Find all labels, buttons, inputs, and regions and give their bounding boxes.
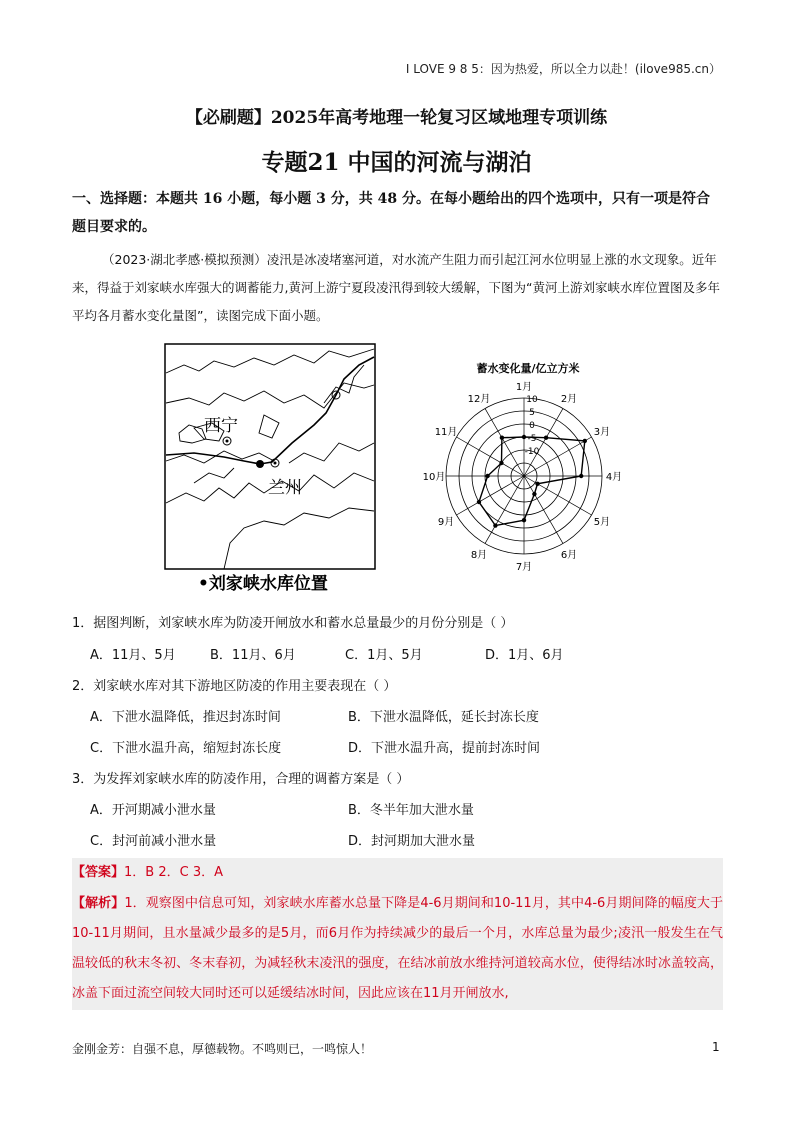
q2-option-a[interactable]: A．下泄水温降低，推迟封冻时间: [90, 710, 281, 725]
chart-month-label: 7月: [515, 562, 533, 573]
answer-label: 【答案】: [72, 865, 125, 880]
chart-point-1: [522, 435, 526, 439]
header-divider: [0, 60, 793, 61]
chart-point-12: [500, 436, 504, 440]
storage-change-radar-chart: [410, 355, 640, 580]
chart-tick-label: 10: [526, 395, 538, 405]
analysis-label: 【解析】: [72, 896, 125, 911]
chart-month-label: 9月: [437, 517, 455, 528]
chart-spoke: [524, 476, 563, 544]
question-2-stem: 2．刘家峡水库对其下游地区防凌的作用主要表现在（ ）: [72, 679, 397, 694]
chart-tick-label: -5: [527, 434, 537, 444]
question-1-stem: 1．据图判断，刘家峡水库为防凌开闸放水和蓄水总量最少的月份分别是（ ）: [72, 616, 514, 631]
chart-point-3: [583, 439, 587, 443]
q3-option-d[interactable]: D．封河期加大泄水量: [348, 834, 476, 849]
answer-text: 1．B 2．C 3．A: [124, 865, 223, 880]
q2-option-c[interactable]: C．下泄水温升高，缩短封冻长度: [90, 741, 282, 756]
q2-option-d[interactable]: D．下泄水温升高，提前封冻时间: [348, 741, 541, 756]
chart-point-2: [544, 436, 548, 440]
chart-point-10: [485, 474, 489, 478]
section-line-2: 题目要求的。: [72, 219, 156, 235]
header-site-text: I LOVE 9 8 5：因为热爱，所以全力以赴！(ilove985.cn）: [405, 62, 721, 76]
q2-option-b[interactable]: B．下泄水温降低，延长封冻长度: [348, 710, 539, 725]
chart-point-9: [477, 500, 481, 504]
section-line-1: 一、选择题：本题共 16 小题，每小题 3 分，共 48 分。在每小题给出的四个选项中，只有一项是符合: [72, 191, 710, 207]
reservoir-location-map: [164, 343, 376, 593]
q1-option-a[interactable]: A．11月、5月: [90, 648, 176, 663]
chart-month-label: 10月: [422, 472, 446, 483]
analysis-text: 1．观察图中信息可知，刘家峡水库蓄水总量下降是4-6月期间和10-11月，其中4-6月期间降的幅度大于10-11月期间，且水量减少最多的是5月，而6月作为持续减少的最后一个月，水库总量为最少;凌汛一般发生在气温较低的秋末冬初、冬末春初，为减轻秋末凌汛的强度，在结冰前放水维持河道较高水位，使得结冰时冰盖较高，冰盖下面过流空间较大同时还可以延缓结冰时间，因此应该在11月开闸放水,: [72, 896, 723, 1001]
chart-month-label: 3月: [593, 427, 611, 438]
chart-tick-label: 5: [529, 408, 535, 418]
chart-month-label: 1月: [515, 382, 533, 393]
city-label-lanzhou: 兰州: [268, 478, 302, 498]
chart-title: 蓄水变化量/亿立方米: [476, 362, 580, 375]
chart-point-8: [493, 523, 497, 527]
chart-spoke: [456, 437, 524, 476]
q1-option-c[interactable]: C．1月、5月: [345, 648, 423, 663]
lanzhou-marker-dot: [274, 462, 277, 465]
chart-spoke: [456, 476, 524, 515]
chart-month-label: 6月: [560, 549, 578, 561]
city-label-xining: 西宁: [204, 416, 238, 436]
page-number: 1: [712, 1040, 720, 1054]
reservoir-marker: [256, 460, 264, 468]
intro-paragraph: （2023·湖北孝感·模拟预测）凌汛是冰凌堵塞河道，对水流产生阻力而引起江河水位明显上涨的水文现象。近年来，得益于刘家峡水库强大的调蓄能力,黄河上游宁夏段凌汛得到较大缓解，下图为“黄河上游刘家峡水库位置图及多年平均各月蓄水变化量图”，读图完成下面小题。: [72, 252, 720, 323]
q3-option-c[interactable]: C．封河前减小泄水量: [90, 834, 217, 849]
chart-month-label: 12月: [467, 394, 491, 406]
chart-month-label: 2月: [560, 394, 578, 406]
chart-point-4: [579, 474, 583, 478]
q1-option-b[interactable]: B．11月、6月: [210, 648, 296, 663]
q3-option-a[interactable]: A．开河期减小泄水量: [90, 803, 216, 818]
chart-point-7: [522, 518, 526, 522]
chart-tick-label: -10: [524, 447, 540, 457]
section-heading: [72, 185, 722, 241]
chart-spoke: [485, 476, 524, 544]
chart-month-label: 11月: [434, 427, 458, 438]
page-title: 专题21 中国的河流与湖泊: [261, 149, 532, 176]
question-3-stem: 3．为发挥刘家峡水库的防凌作用，合理的调蓄方案是（ ）: [72, 772, 410, 787]
answer-line: [72, 861, 223, 880]
q3-option-b[interactable]: B．冬半年加大泄水量: [348, 803, 474, 818]
footer-motto: 金刚金芳：自强不息，厚德载物。不鸣则已，一鸣惊人！: [72, 1042, 373, 1056]
analysis-block: [72, 889, 723, 1009]
chart-tick-label: 0: [529, 421, 535, 431]
map-frame: [165, 344, 375, 569]
map-legend-label: •刘家峡水库位置: [198, 574, 328, 593]
chart-point-11: [499, 461, 503, 465]
chart-month-label: 8月: [470, 549, 488, 561]
xining-marker-dot: [226, 440, 229, 443]
doc-subtitle: 【必刷题】2025年高考地理一轮复习区域地理专项训练: [185, 108, 608, 128]
chart-month-label: 5月: [593, 517, 611, 528]
chart-point-5: [535, 482, 539, 486]
q1-option-d[interactable]: D．1月、6月: [485, 648, 564, 663]
chart-month-label: 4月: [605, 472, 623, 483]
chart-point-6: [532, 492, 536, 496]
chart-spoke: [485, 408, 524, 476]
